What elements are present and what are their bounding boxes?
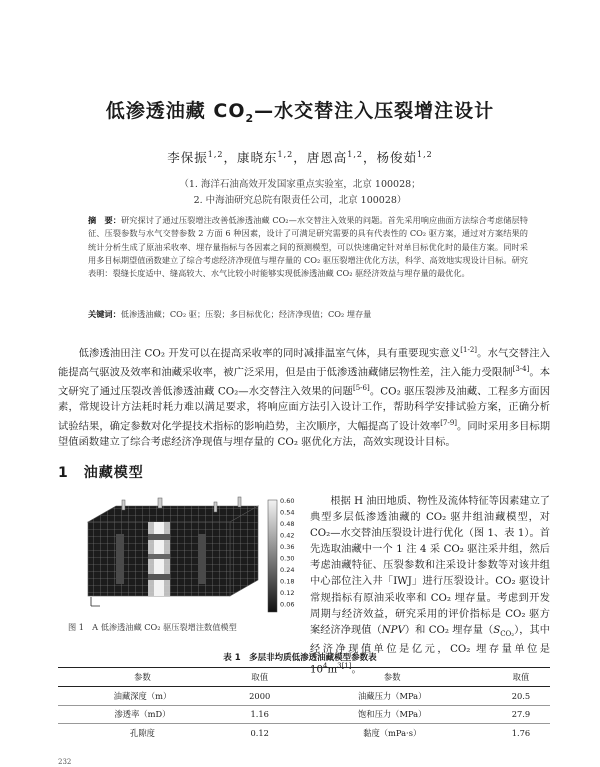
colorbar-tick-label: 0.06 — [280, 600, 295, 609]
paper-title: 低渗透油藏 $CO_2—$水交替注入压裂增注设计 — [105, 100, 495, 125]
page-number: 232 — [58, 758, 72, 766]
colorbar-tick-label: 0.12 — [280, 589, 295, 597]
colorbar-tick-label: 0.36 — [280, 543, 295, 551]
intro-paragraph: 低渗透油田注 CO₂ 开发可以在提高采收率的同时减排温室气体，具有重要现实意义[1-2]。水气交替注入能提高气驱波及效率和油藏采收率，被广泛采用，但是由于低渗透油藏储层物性差，注入能力受限制[3-4]。本文研究了通过压裂改善低渗透油藏 CO₂—水交替注入效果的问题[5-6]。CO₂ 驱压裂涉及油藏、工程多方面因素，常规设计方法耗时耗力难以满足要求，将响应面方法引入设计工作，帮助科学安排试验方案，正确分析试验结果，确定参数对化学提技术指标的影响趋势，主次顺序，大幅提高了设计效率[7-9]。同时采用多目标期望值函数建立了综合考虑经济净现值与埋存量的 CO₂ 驱优化方法，高效实现设计目标。 — [58, 346, 551, 448]
parameter-table — [58, 667, 550, 742]
table-cell: 油藏深度（m） — [58, 687, 227, 706]
table-header-cell: 取值 — [227, 668, 292, 687]
author-list: 李保振$^{1,2}$，康晓东$^{1,2}$，唐恩高$^{1,2}$，杨俊茹$^{1,2}$ — [167, 149, 433, 165]
colorbar — [268, 500, 277, 612]
table-cell: 1.16 — [227, 705, 292, 724]
colorbar-tick-label: 0.24 — [280, 566, 295, 574]
reservoir-model-figure — [58, 494, 306, 616]
table-cell: 黏度（mPa·s） — [363, 727, 422, 738]
colorbar-tick-label: 0.18 — [280, 577, 295, 586]
table-cell: 2000 — [227, 687, 292, 706]
table-cell: 油藏压力（MPa） — [292, 687, 492, 706]
figure-caption: 图 1 A 低渗透油藏 CO₂ 驱压裂增注数值模型 — [68, 622, 237, 632]
abstract: 摘 要：研究探讨了通过压裂增注改善低渗透油藏 CO₂—水交替注入效果的问题。首先采用响应曲面方法综合考虑储层特征、压裂参数与水气交替参数 2 方面 6 种因素，设计了可满足研究需要的具有代表性的 CO₂ 驱方案，通过对方案结果的统计分析生成了原油采收率、埋存量指标与各因素之间的预测模型，可以快速确定针对单目标优化时的最佳方案。同时采用多目标期望值函数建立了综合考虑经济净现值与埋存量的 CO₂ 驱压裂增注优化方法，科学、高效地实现设计目标。研究表明：裂缝长度适中、缝高较大、水气比较小时能够实现低渗透油藏 CO₂ 驱经济效益与埋存量的最优化。 — [88, 215, 528, 279]
table-cell: 孔隙度 — [130, 727, 155, 738]
section-heading: 1 油藏模型 — [58, 465, 144, 481]
colorbar-tick-label: 0.42 — [280, 531, 295, 540]
affiliation-1: （1. 海洋石油高效开发国家重点实验室，北京 100028； — [179, 179, 421, 190]
affiliation-2: 2. 中海油研究总院有限责任公司，北京 100028） — [193, 195, 407, 206]
table-cell: 饱和压力（MPa） — [292, 705, 492, 724]
table-header-cell: 参数 — [292, 668, 492, 687]
table-cell: 27.9 — [492, 705, 550, 724]
table-cell: 1.76 — [511, 727, 531, 738]
table-row — [58, 687, 550, 706]
table-row — [58, 724, 550, 742]
colorbar-tick-label: 0.48 — [280, 520, 295, 528]
table-header-row — [58, 668, 550, 687]
table-header-cell: 参数 — [58, 668, 227, 687]
table-cell: 渗透率（mD） — [58, 705, 227, 724]
colorbar-tick-label: 0.54 — [280, 508, 295, 517]
keywords: 关键词：低渗透油藏；CO₂ 驱；压裂；多目标优化；经济净现值；CO₂ 埋存量 — [88, 309, 372, 319]
table-cell: 20.5 — [492, 687, 550, 706]
colorbar-tick-label: 0.60 — [280, 497, 295, 505]
table-cell: 0.12 — [250, 727, 269, 738]
section1-paragraph: 根据 H 油田地质、物性及流体特征等因素建立了典型多层低渗透油藏的 CO₂ 驱井组油藏模型，对 CO₂—水交替油压裂设计进行优化（图 1、表 1）。首先选取油藏中一个 1 注 4 采 CO₂ 驱注采井组，然后考虑油藏特征、压裂参数和注采设计参数等对该井组中心部位注入井「IWJ」进行压裂设计。CO₂ 驱设计常规指标有原油采收率和 CO₂ 埋存量。考虑到开发周期与经济效益，研究采用的评价指标是 CO₂ 驱方案经济净现值（NPV）和 CO₂ 埋存量$(S_{CO_2})$，其中经济净现值单位是亿元，CO₂ 埋存量单位是 $10^4m^{3[1]}$。 — [310, 496, 550, 676]
colorbar-tick-label: 0.30 — [280, 554, 295, 563]
table-header-cell: 取值 — [492, 668, 550, 687]
table-caption: 表 1 多层非均质低渗透油藏模型参数表 — [223, 653, 377, 663]
table-row — [58, 705, 550, 724]
